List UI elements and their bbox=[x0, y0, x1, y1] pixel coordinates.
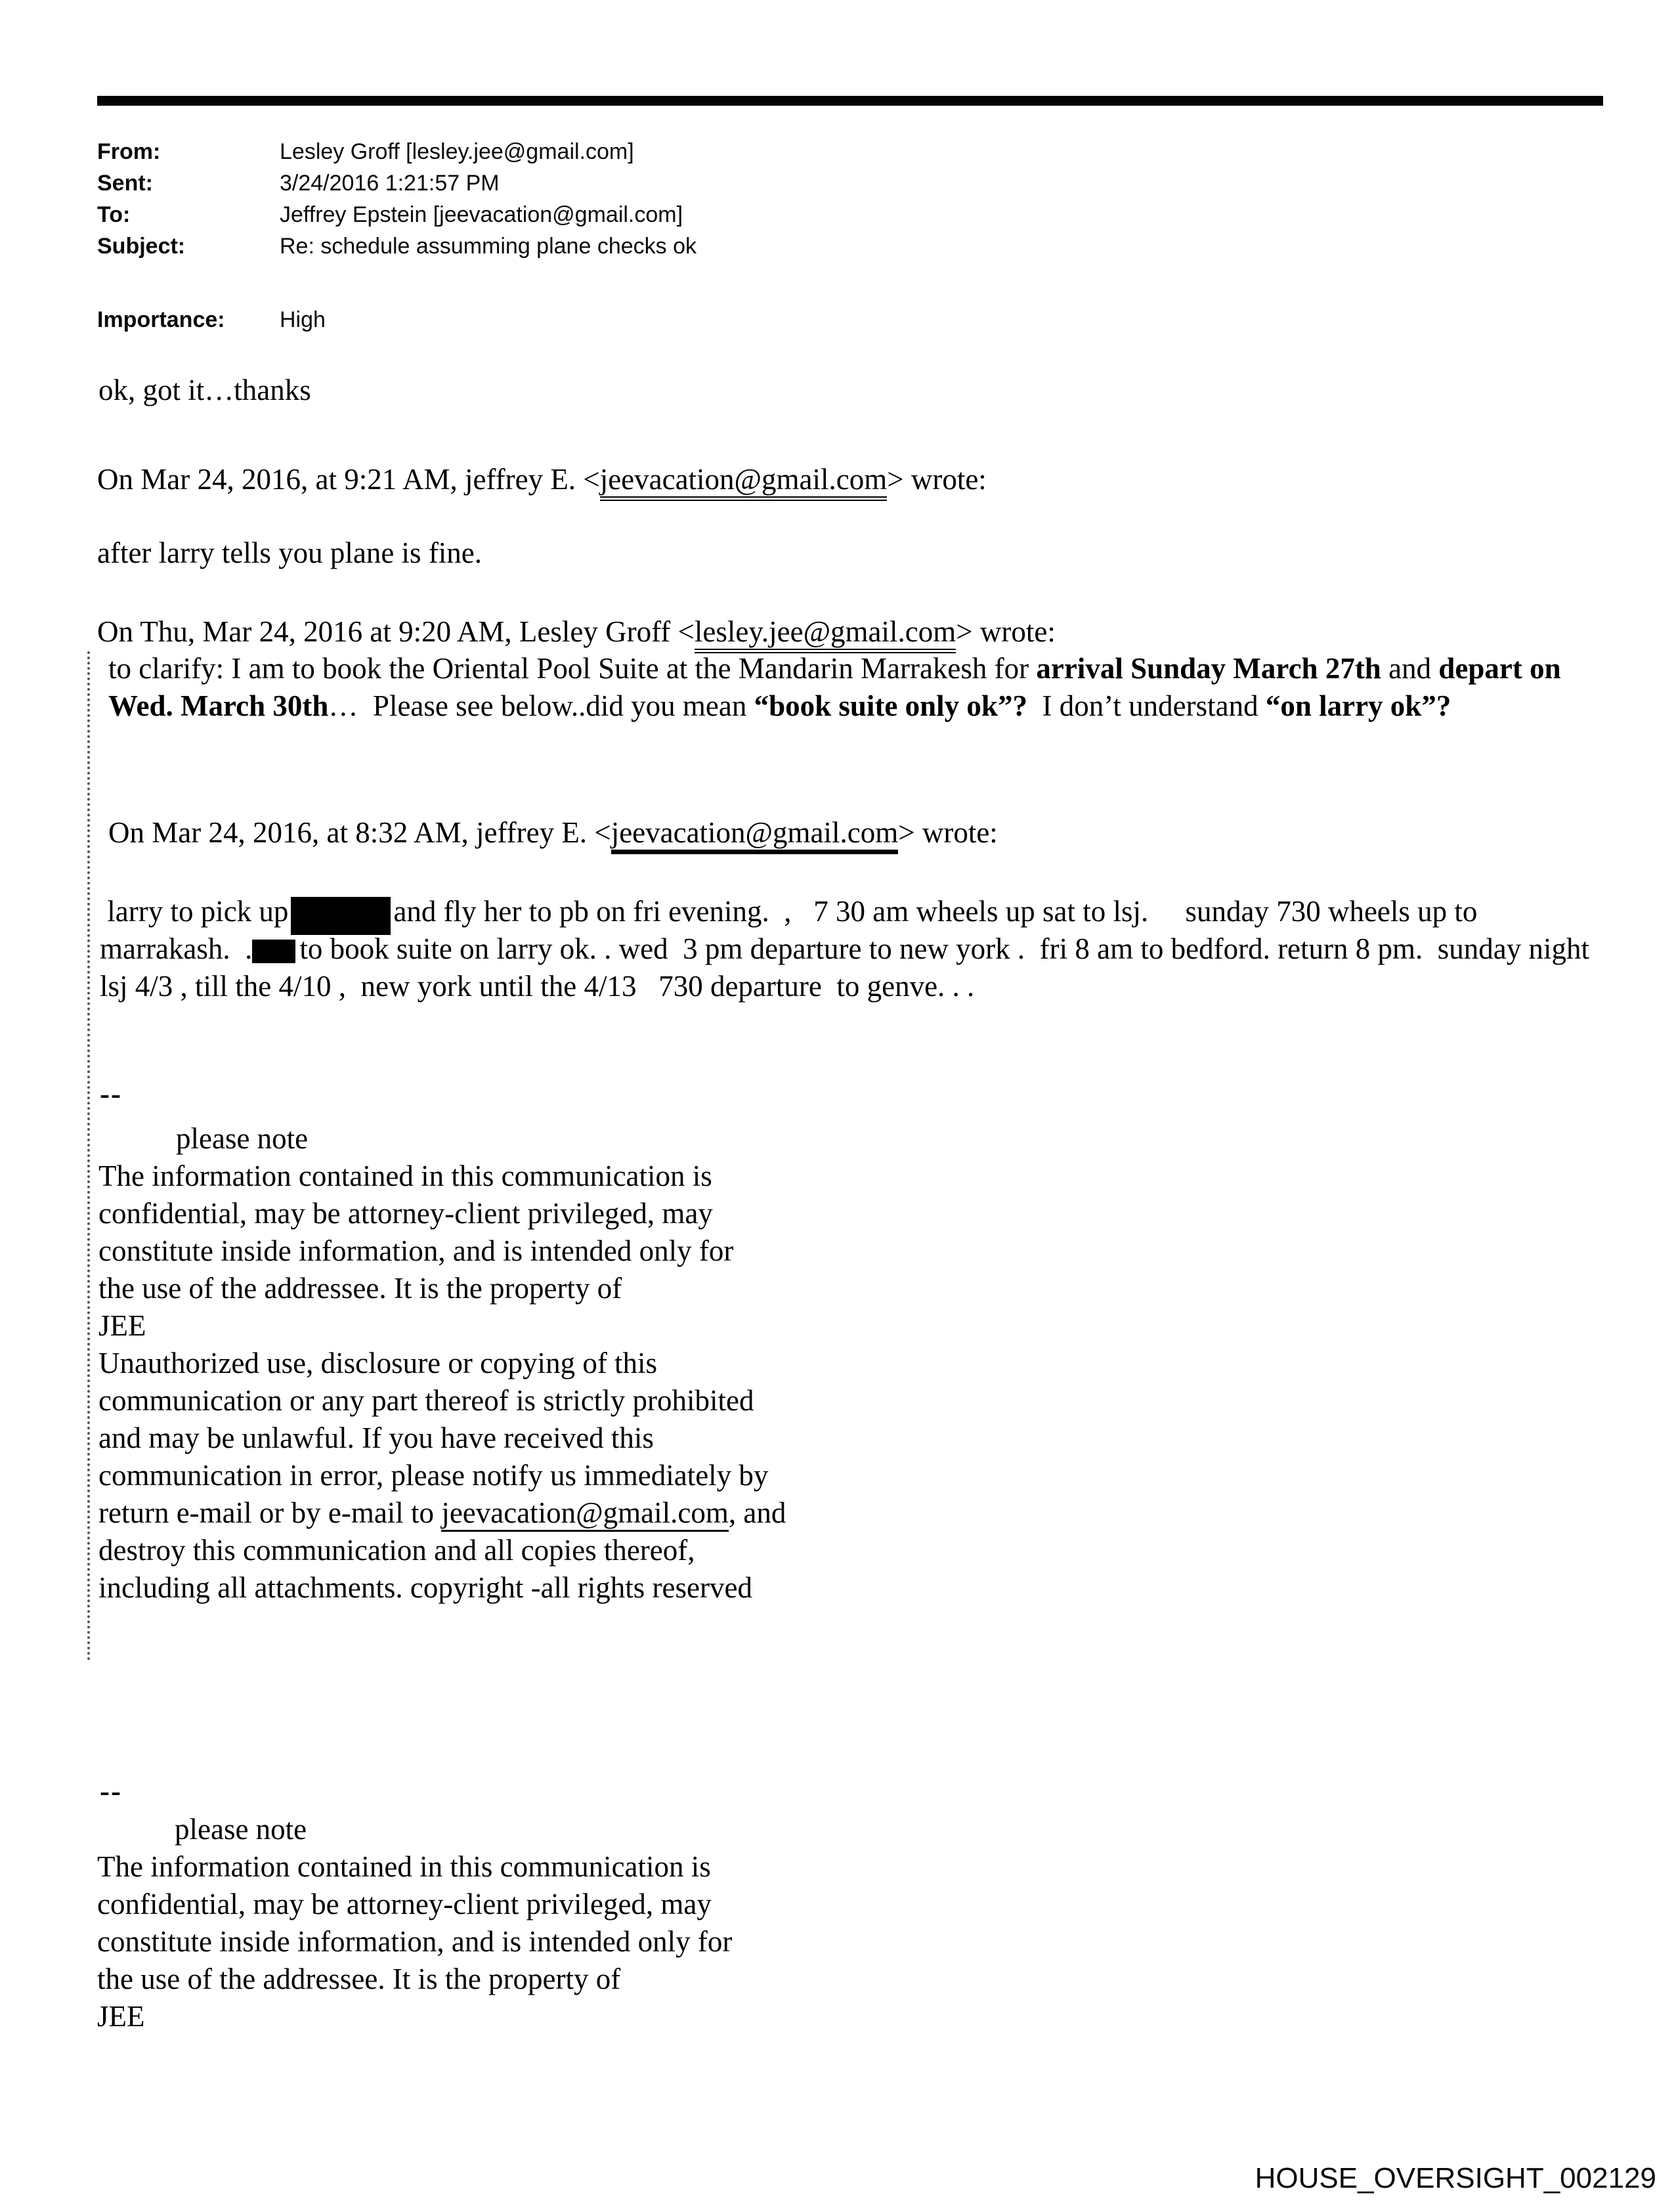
disclaimer-text: return e-mail or by e-mail to bbox=[98, 1496, 442, 1529]
header-divider-bar bbox=[97, 96, 1603, 106]
please-note-label: please note bbox=[175, 1813, 307, 1846]
sent-value: 3/24/2016 1:21:57 PM bbox=[280, 171, 500, 196]
attribution-line-921 bbox=[97, 461, 987, 498]
quote-text: … Please see below..did you mean bbox=[328, 689, 754, 722]
signature-divider: -- bbox=[100, 1077, 122, 1110]
attribution-suffix: > wrote: bbox=[887, 463, 987, 496]
redaction-box-small bbox=[252, 940, 295, 963]
attribution-prefix: On Mar 24, 2016, at 9:21 AM, jeffrey E. < bbox=[97, 463, 600, 496]
email-link[interactable]: jeevacation@gmail.com bbox=[441, 1496, 729, 1532]
from-value: Lesley Groff [lesley.jee@gmail.com] bbox=[280, 139, 634, 164]
attribution-prefix: On Mar 24, 2016, at 8:32 AM, jeffrey E. < bbox=[108, 816, 611, 849]
disclaimer-line: The information contained in this communication is bbox=[98, 1160, 712, 1192]
to-label: To: bbox=[97, 202, 131, 227]
disclaimer-line: constitute inside information, and is intended only for bbox=[97, 1925, 733, 1958]
header-row-from bbox=[97, 136, 697, 167]
disclaimer-line: JEE bbox=[98, 1309, 146, 1342]
disclaimer-line: communication in error, please notify us immediately by bbox=[98, 1459, 769, 1492]
quote-text: I don’t understand bbox=[1027, 689, 1266, 722]
disclaimer-line: confidential, may be attorney-client privileged, may bbox=[97, 1888, 712, 1920]
email-link[interactable]: jeevacation@gmail.com bbox=[600, 463, 888, 501]
schedule-paragraph bbox=[100, 893, 1600, 1005]
from-label: From: bbox=[97, 139, 161, 164]
reply-text: ok, got it…thanks bbox=[98, 374, 311, 406]
sent-label: Sent: bbox=[97, 171, 153, 196]
to-value: Jeffrey Epstein [jeevacation@gmail.com] bbox=[280, 202, 683, 227]
confidentiality-disclaimer-1 bbox=[98, 1120, 786, 1607]
disclaimer-line: the use of the addressee. It is the property of bbox=[97, 1963, 621, 1995]
email-link[interactable]: lesley.jee@gmail.com bbox=[695, 615, 956, 653]
attribution-suffix: > wrote: bbox=[898, 816, 998, 849]
disclaimer-email-line bbox=[98, 1494, 786, 1532]
quote-indicator-line bbox=[87, 651, 90, 1661]
header-row-sent bbox=[97, 167, 697, 199]
email-link[interactable]: jeevacation@gmail.com bbox=[611, 816, 899, 854]
disclaimer-line: confidential, may be attorney-client privileged, may bbox=[98, 1197, 713, 1230]
importance-value: High bbox=[280, 307, 326, 332]
please-note-label: please note bbox=[176, 1122, 309, 1155]
disclaimer-line: including all attachments. copyright -all rights reserved bbox=[98, 1571, 752, 1604]
disclaimer-line: communication or any part thereof is strictly prohibited bbox=[98, 1384, 754, 1417]
subject-label: Subject: bbox=[97, 234, 186, 259]
disclaimer-line: JEE bbox=[97, 2000, 145, 2033]
disclaimer-text: , and bbox=[728, 1496, 786, 1529]
disclaimer-line: and may be unlawful. If you have received this bbox=[98, 1421, 654, 1454]
signature-divider: -- bbox=[100, 1775, 122, 1808]
disclaimer-line: destroy this communication and all copies thereof, bbox=[98, 1534, 695, 1567]
schedule-text: and fly her to pb on fri evening. , 7 30 am wheels up sat to lsj. sunday 730 wheels up to marrakash. . bbox=[100, 895, 1485, 965]
quote-text-bold: “on larry ok”? bbox=[1265, 689, 1451, 722]
confidentiality-disclaimer-2 bbox=[97, 1811, 732, 2035]
quote-text: and bbox=[1381, 652, 1439, 685]
attribution-line-832 bbox=[108, 814, 998, 852]
disclaimer-line: constitute inside information, and is intended only for bbox=[98, 1234, 734, 1267]
jeffrey-message-text: after larry tells you plane is fine. bbox=[97, 536, 483, 569]
disclaimer-line: The information contained in this communication is bbox=[97, 1850, 711, 1883]
bates-number: HOUSE_OVERSIGHT_002129 bbox=[1255, 2162, 1656, 2194]
header-row-to bbox=[97, 199, 697, 230]
quote-text-bold: depart on Wed. March 30th bbox=[108, 652, 1568, 722]
quote-text-bold: arrival Sunday March 27th bbox=[1036, 652, 1381, 685]
email-header bbox=[97, 136, 697, 262]
quote-text: to clarify: I am to book the Oriental Pool Suite at the Mandarin Marrakesh for bbox=[108, 652, 1037, 685]
schedule-text: to book suite on larry ok. . wed 3 pm departure to new york . fri 8 am to bedford. return 8 pm. sunday night lsj 4/3 , till the 4/10 , new york until the 4/13 730 departure to genve. . . bbox=[100, 932, 1597, 1003]
attribution-prefix: On Thu, Mar 24, 2016 at 9:20 AM, Lesley Groff < bbox=[97, 615, 695, 648]
disclaimer-line: Unauthorized use, disclosure or copying of this bbox=[98, 1347, 658, 1379]
attribution-line-920 bbox=[97, 613, 1056, 651]
schedule-text: larry to pick up bbox=[100, 895, 289, 928]
header-row-subject bbox=[97, 230, 697, 262]
quote-text-bold: “book suite only ok”? bbox=[754, 689, 1027, 722]
attribution-suffix: > wrote: bbox=[956, 615, 1056, 648]
quoted-clarify-paragraph bbox=[108, 650, 1600, 725]
importance-label: Importance: bbox=[97, 307, 225, 332]
header-row-importance bbox=[97, 304, 326, 336]
subject-value: Re: schedule assumming plane checks ok bbox=[280, 234, 697, 259]
redaction-box-large bbox=[291, 897, 391, 935]
disclaimer-line: the use of the addressee. It is the property of bbox=[98, 1272, 622, 1305]
